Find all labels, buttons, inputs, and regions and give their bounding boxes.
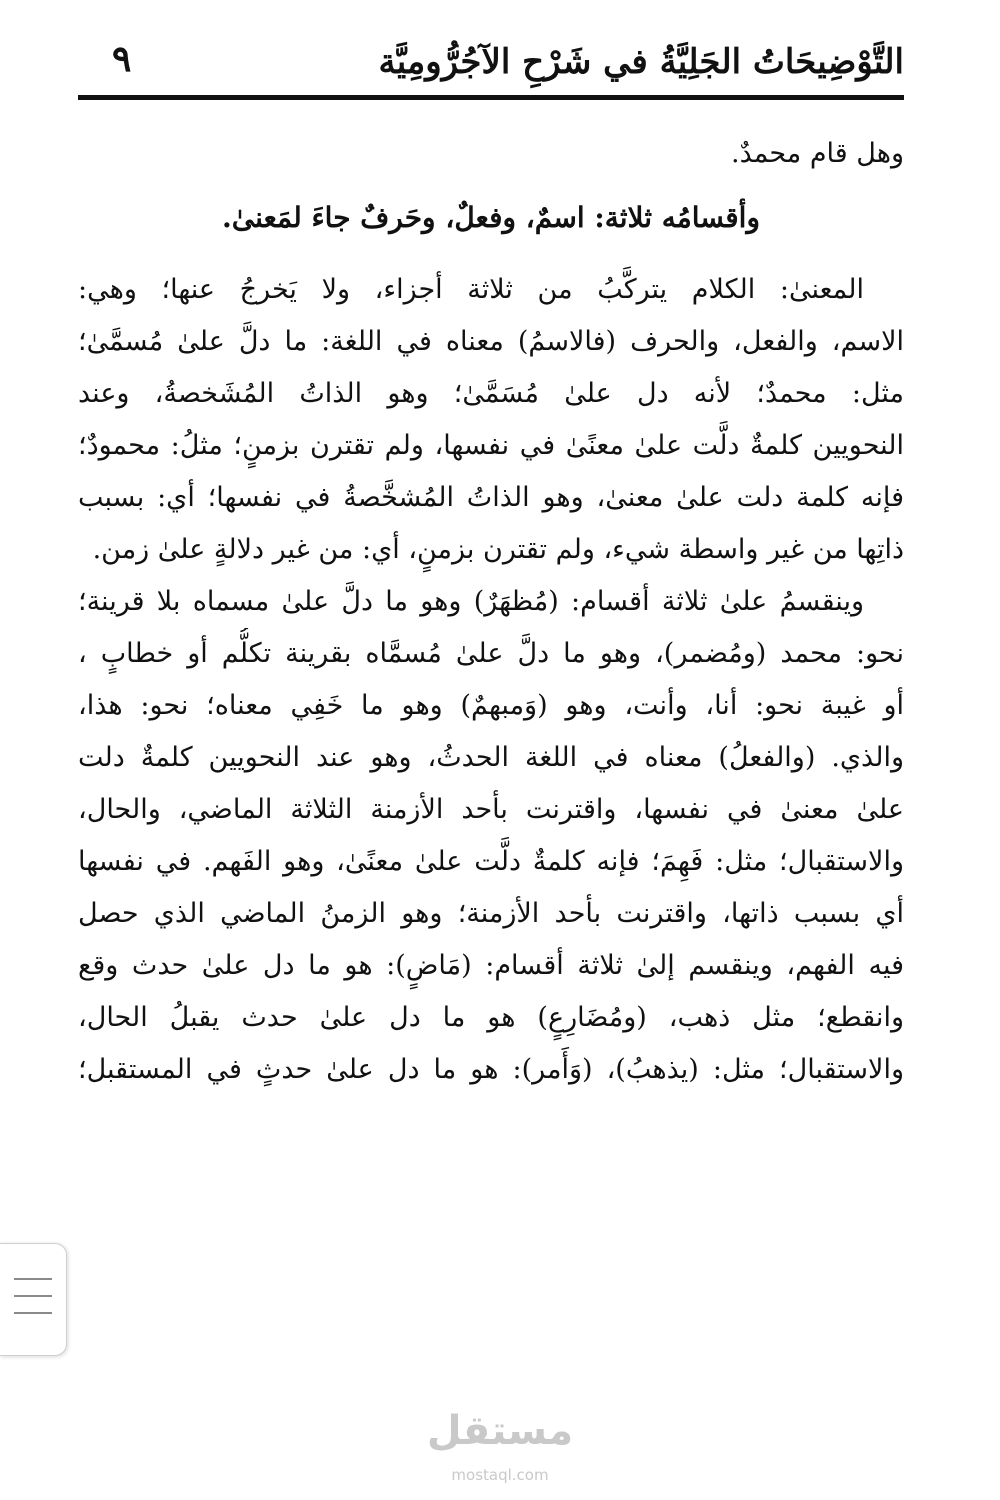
text-line: والاستقبال؛ مثل: (يذهبُ)، (وَأَمر): هو ما دل علىٰ حدثٍ في المستقبل؛: [78, 1054, 904, 1085]
text-line: وانقطع؛ مثل ذهب، (ومُضَارِعٍ) هو ما دل علىٰ حدث يقبلُ الحال،: [78, 1002, 904, 1033]
text-line: علىٰ معنىٰ في نفسها، واقترنت بأحد الأزمنة الثلاثة الماضي، والحال،: [78, 794, 904, 825]
text-line: المعنىٰ: الكلام يتركَّبُ من ثلاثة أجزاء، ولا يَخرجُ عنها؛ وهي:: [78, 274, 864, 305]
text-line: ذاتِها من غير واسطة شيء، ولم تقترن بزمنٍ، أي: من غير دلالةٍ علىٰ زمن.: [92, 534, 904, 565]
text-line: الاسم، والفعل، والحرف (فالاسمُ) معناه في اللغة: ما دلَّ علىٰ مُسمَّىٰ؛: [78, 326, 904, 357]
text-line: وينقسمُ علىٰ ثلاثة أقسام: (مُظهَرٌ) وهو ما دلَّ علىٰ مسماه بلا قرينة؛: [78, 586, 864, 617]
text-line: والذي. (والفعلُ) معناه في اللغة الحدثُ، وهو عند النحويين كلمةٌ دلت: [78, 742, 904, 773]
side-menu-tab[interactable]: [0, 1243, 67, 1356]
text-line: النحويين كلمةٌ دلَّت علىٰ معنًىٰ في نفسها، ولم تقترن بزمنٍ؛ مثلُ: محمودٌ؛: [78, 430, 904, 461]
page-number: ٩: [112, 38, 132, 80]
section-heading: وأقسامُه ثلاثة: اسمٌ، وفعلٌ، وحَرفٌ جاءَ لمَعنىٰ.: [222, 201, 760, 234]
text-line: فإنه كلمة دلت علىٰ معنىٰ، وهو الذاتُ المُشخَّصةُ في نفسها؛ أي: بسبب: [78, 482, 904, 513]
text-line: مثل: محمدٌ؛ لأنه دل علىٰ مُسَمَّىٰ؛ وهو الذاتُ المُشَخصةُ، وعند: [78, 378, 904, 409]
page-header: [78, 38, 904, 100]
text-line: نحو: محمد (ومُضمر)، وهو ما دلَّ علىٰ مُسمَّاه بقرينة تكلُّم أو خطابٍ ،: [78, 638, 904, 669]
watermark-logo: مستقل: [426, 1408, 574, 1454]
text-line: أي بسبب ذاتها، واقترنت بأحد الأزمنة؛ وهو الزمنُ الماضي الذي حصل: [78, 898, 904, 929]
book-title: التَّوْضِيحَاتُ الجَلِيَّةُ في شَرْحِ الآجُرُّومِيَّة: [378, 42, 904, 82]
watermark-url: mostaql.com: [451, 1466, 549, 1484]
text-line: وهل قام محمدٌ.: [731, 138, 904, 169]
text-line: أو غيبة نحو: أنا، وأنت، وهو (وَمبهمٌ) وهو ما خَفِي معناه؛ نحو: هذا،: [78, 690, 904, 721]
text-line: والاستقبال؛ مثل: فَهِمَ؛ فإنه كلمةٌ دلَّت علىٰ معنًىٰ، وهو الفَهم. في نفسها: [78, 846, 904, 877]
text-line: فيه الفهم، وينقسم إلىٰ ثلاثة أقسام: (مَاضٍ): هو ما دل علىٰ حدث وقع: [78, 950, 904, 981]
body-text: [78, 128, 904, 1096]
